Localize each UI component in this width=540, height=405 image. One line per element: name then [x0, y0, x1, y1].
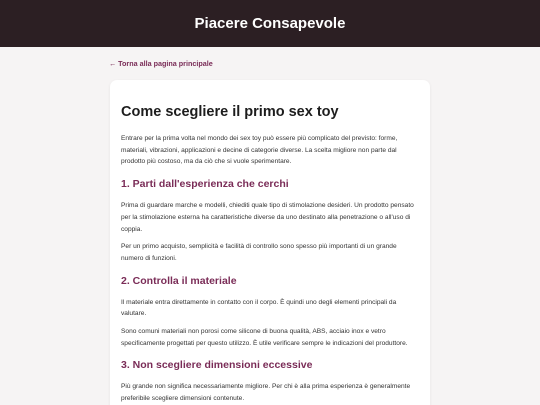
article-intro: Entrare per la prima volta nel mondo dei sex toy può essere più complicato del previsto: forme, materiali, vibrazioni, applicazioni e decine di categorie diverse. La scelta migliore non parte dal prodotto più costoso, ma da ciò che si vuole sperimentare. [121, 135, 398, 166]
article-card [110, 80, 430, 405]
site-title[interactable]: Piacere Consapevole [194, 15, 346, 32]
section-paragraph: Prima di guardare marche e modelli, chiediti quale tipo di stimolazione desideri. Un prodotto pensato per la stimolazione esterna ha caratteristiche diverse da uno destinato alla penetrazione o all'uso di coppia. [121, 202, 414, 233]
section-heading-material: 2. Controlla il materiale [121, 274, 237, 287]
article-title: Come scegliere il primo sex toy [121, 104, 339, 120]
article-content [121, 104, 419, 405]
section-heading-experience: 1. Parti dall'esperienza che cerchi [121, 178, 289, 191]
section-paragraph: Sono comuni materiali non porosi come silicone di buona qualità, ABS, acciaio inox e vetro specificamente progettati per questo utilizzo. È utile verificare sempre le indicazioni del produttore. [121, 328, 408, 347]
section-heading-size: 3. Non scegliere dimensioni eccessive [121, 359, 313, 372]
site-header [0, 0, 540, 47]
section-paragraph: Per un primo acquisto, semplicità e facilità di controllo sono spesso più importanti di un grande numero di funzioni. [121, 243, 397, 262]
section-paragraph: Il materiale entra direttamente in contatto con il corpo. È quindi uno degli elementi principali da valutare. [121, 298, 397, 318]
section-paragraph: Più grande non significa necessariamente migliore. Per chi è alla prima esperienza è generalmente preferibile scegliere dimensioni contenute. [121, 383, 411, 403]
back-to-home-link[interactable]: ← Torna alla pagina principale [109, 59, 213, 68]
